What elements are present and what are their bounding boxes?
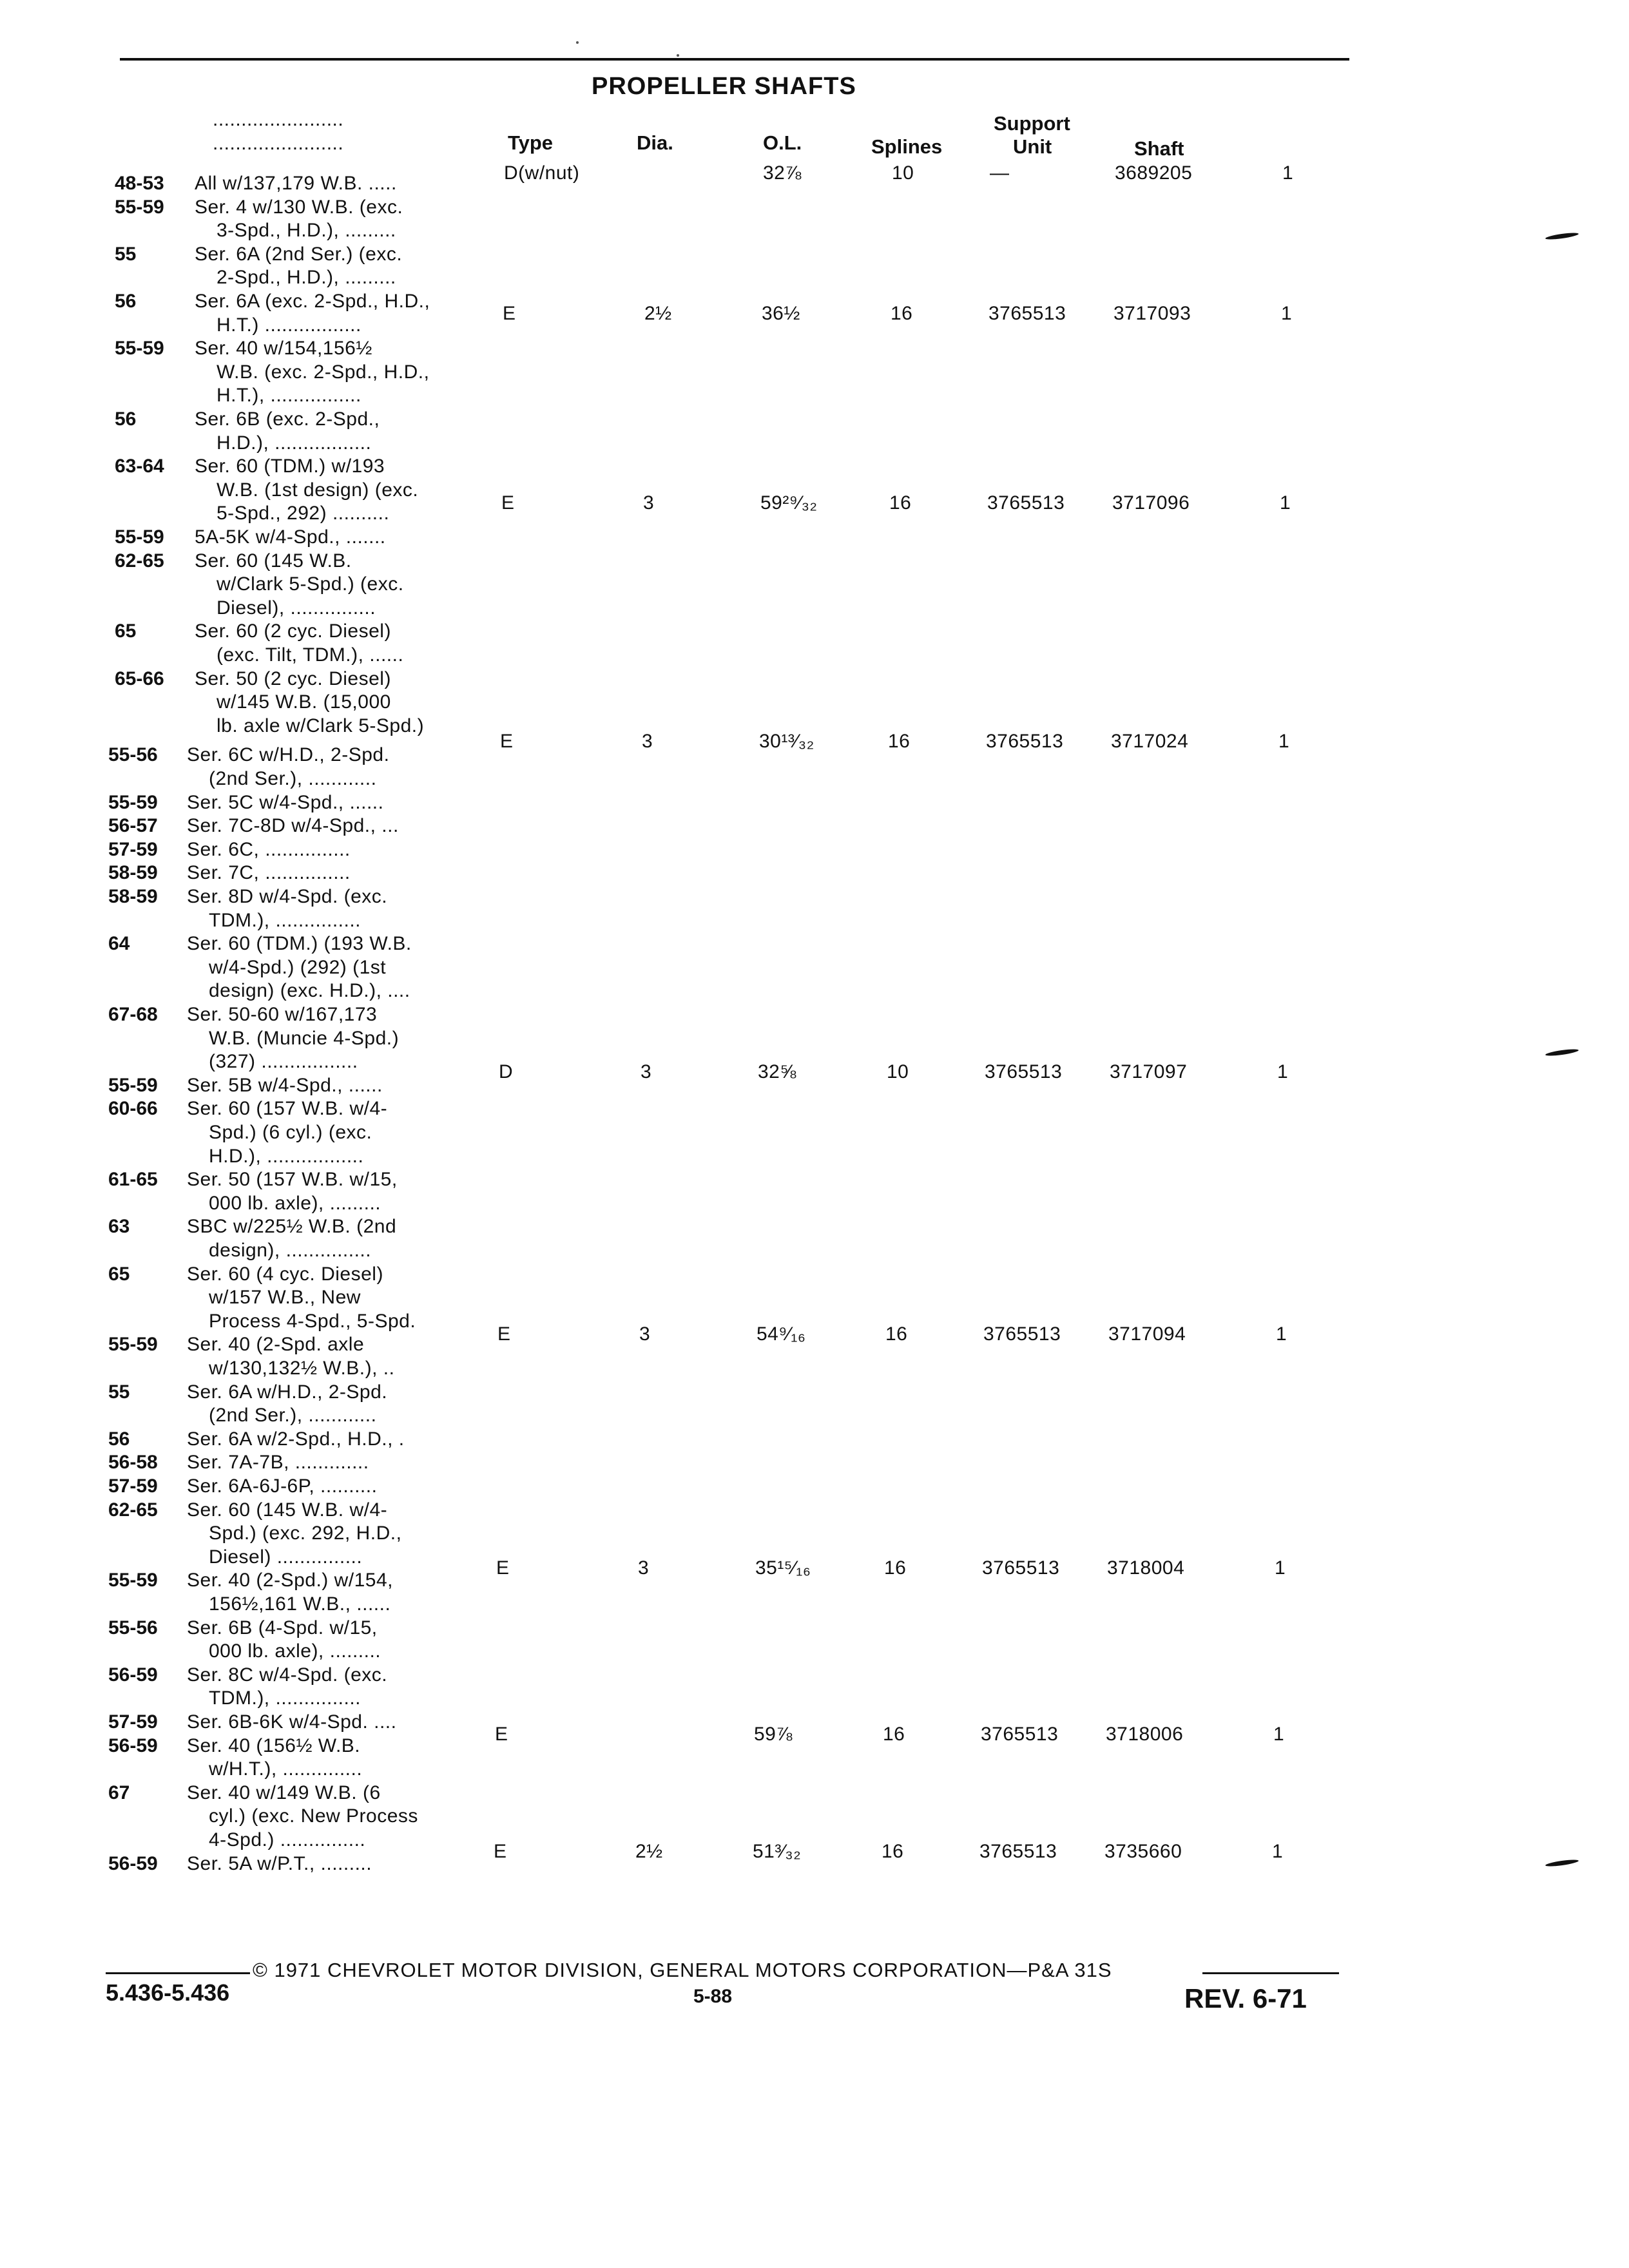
application-year-range: 55-59 (108, 1074, 158, 1096)
application-description-line: Ser. 50 (157 W.B. w/15, (187, 1169, 398, 1191)
support-unit-part-number: 3765513 (982, 1557, 1060, 1579)
shaft-type: E (496, 1557, 510, 1579)
shaft-part-number: 3718004 (1107, 1557, 1185, 1579)
application-description-line: Ser. 5A w/P.T., ......... (187, 1852, 372, 1874)
application-description-line: Ser. 6A-6J-6P, .......... (187, 1475, 378, 1497)
application-year-range: 55-59 (108, 1334, 158, 1356)
application-year-range: 58-59 (108, 862, 158, 884)
application-year-range: 56-59 (108, 1852, 158, 1874)
shaft-quantity: 1 (1277, 1061, 1289, 1082)
application-description-line: 000 lb. axle), ......... (209, 1192, 381, 1214)
column-header-type: Type (508, 131, 554, 154)
application-description-line: (exc. Tilt, TDM.), ...... (217, 644, 404, 666)
shaft-overall-length: 30¹³⁄₃₂ (759, 731, 815, 752)
application-year-range: 56-59 (108, 1735, 158, 1756)
application-description-line: Ser. 60 (2 cyc. Diesel) (195, 620, 391, 642)
application-description-line: Ser. 5C w/4-Spd., ...... (187, 791, 384, 813)
shaft-quantity: 1 (1276, 1323, 1287, 1345)
application-description-line: lb. axle w/Clark 5-Spd.) (217, 715, 425, 736)
support-unit-part-number: 3765513 (981, 1724, 1059, 1745)
shaft-quantity: 1 (1273, 1724, 1285, 1745)
application-description-line: 4-Spd.) ............... (209, 1829, 366, 1850)
application-year-range: 56-59 (108, 1664, 158, 1686)
shaft-diameter: 3 (642, 731, 653, 752)
application-year-range: 64 (108, 933, 130, 955)
application-description-line: Ser. 50 (2 cyc. Diesel) (195, 668, 391, 689)
application-description-line: Ser. 60 (157 W.B. w/4- (187, 1098, 388, 1120)
application-year-range: 63-64 (115, 456, 164, 477)
header-leader-dots: ....................... (213, 109, 344, 130)
application-year-range: 48-53 (115, 173, 164, 194)
application-description-line: Ser. 40 (2-Spd.) w/154, (187, 1570, 393, 1591)
shaft-type: E (494, 1841, 507, 1862)
application-year-range: 67 (108, 1782, 130, 1803)
application-year-range: 62-65 (108, 1499, 158, 1521)
application-description-line: cyl.) (exc. New Process (209, 1805, 418, 1827)
shaft-diameter: 2½ (635, 1841, 663, 1862)
page-title: PROPELLER SHAFTS (592, 73, 856, 100)
shaft-overall-length: 36½ (762, 303, 800, 324)
column-header-shaft: Shaft (1134, 137, 1184, 160)
shaft-diameter: 3 (639, 1323, 651, 1345)
application-description-line: (327) ................. (209, 1051, 358, 1073)
application-description-line: Ser. 40 w/149 W.B. (6 (187, 1782, 381, 1803)
shaft-splines: 16 (889, 492, 912, 514)
shaft-overall-length: 51³⁄₃₂ (753, 1841, 802, 1862)
application-description-line: Ser. 6A w/2-Spd., H.D., . (187, 1428, 405, 1450)
application-year-range: 56 (115, 408, 137, 430)
application-year-range: 60-66 (108, 1098, 158, 1120)
application-year-range: 55-59 (115, 526, 164, 548)
column-header-dia: Dia. (637, 131, 673, 154)
application-description-line: Ser. 6B-6K w/4-Spd. .... (187, 1711, 397, 1733)
application-description-line: Ser. 6C, ............... (187, 838, 351, 860)
application-year-range: 55-59 (115, 338, 164, 360)
column-header-support-unit: Unit (1013, 135, 1052, 158)
shaft-overall-length: 35¹⁵⁄₁₆ (755, 1557, 811, 1579)
shaft-overall-length: 32⅝ (758, 1061, 796, 1082)
application-description-line: TDM.), ............... (209, 909, 361, 931)
application-description-line: 156½,161 W.B., ...... (209, 1593, 391, 1615)
column-header-splines: Splines (871, 135, 943, 158)
application-description-line: H.T.), ................ (217, 385, 361, 407)
application-year-range: 61-65 (108, 1169, 158, 1191)
application-description-line: H.D.), ................. (209, 1145, 364, 1167)
footer-rule-left (106, 1972, 250, 1974)
shaft-splines: 16 (885, 1323, 908, 1345)
shaft-type: E (503, 303, 516, 324)
shaft-overall-length: 54⁹⁄₁₆ (757, 1323, 806, 1345)
shaft-type: E (501, 492, 515, 514)
application-description-line: All w/137,179 W.B. ..... (195, 173, 397, 194)
support-unit-part-number: 3765513 (985, 1061, 1063, 1082)
shaft-quantity: 1 (1275, 1557, 1286, 1579)
support-unit-part-number: 3765513 (979, 1841, 1057, 1862)
application-description-line: 5A-5K w/4-Spd., ....... (195, 526, 386, 548)
binder-hole-mark (1545, 231, 1579, 240)
shaft-quantity: 1 (1280, 492, 1291, 514)
shaft-diameter: 3 (641, 1061, 652, 1082)
shaft-splines: 10 (892, 162, 914, 184)
column-header-ol: O.L. (763, 131, 802, 154)
support-unit-part-number: 3765513 (987, 492, 1065, 514)
top-rule (120, 58, 1349, 61)
shaft-type: D (499, 1061, 514, 1082)
application-description-line: (2nd Ser.), ............ (209, 1405, 377, 1427)
application-description-line: w/130,132½ W.B.), .. (209, 1358, 395, 1379)
application-description-line: w/145 W.B. (15,000 (217, 691, 391, 713)
application-description-line: Ser. 8C w/4-Spd. (exc. (187, 1664, 388, 1686)
application-description-line: Ser. 7C-8D w/4-Spd., ... (187, 815, 399, 837)
application-description-line: W.B. (exc. 2-Spd., H.D., (217, 361, 430, 383)
application-year-range: 57-59 (108, 1711, 158, 1733)
support-unit-part-number: 3765513 (986, 731, 1064, 752)
application-description-line: W.B. (Muncie 4-Spd.) (209, 1027, 400, 1049)
application-description-line: Ser. 40 w/154,156½ (195, 338, 372, 360)
application-description-line: w/H.T.), .............. (209, 1758, 363, 1780)
shaft-quantity: 1 (1272, 1841, 1284, 1862)
application-description-line: 2-Spd., H.D.), ......... (217, 267, 396, 289)
shaft-part-number: 3717097 (1110, 1061, 1188, 1082)
shaft-overall-length: 59⅞ (754, 1724, 793, 1745)
application-description-line: w/157 W.B., New (209, 1287, 361, 1309)
application-year-range: 55-56 (108, 744, 158, 766)
application-year-range: 67-68 (108, 1004, 158, 1025)
application-description-line: Ser. 6A (2nd Ser.) (exc. (195, 243, 403, 265)
application-description-line: 3-Spd., H.D.), ......... (217, 220, 396, 242)
shaft-quantity: 1 (1282, 162, 1294, 184)
shaft-quantity: 1 (1278, 731, 1290, 752)
application-year-range: 56-57 (108, 815, 158, 837)
shaft-part-number: 3717096 (1112, 492, 1190, 514)
application-description-line: 5-Spd., 292) .......... (217, 503, 390, 524)
shaft-overall-length: 32⅞ (763, 162, 802, 184)
application-description-line: Process 4-Spd., 5-Spd. (209, 1310, 416, 1332)
application-description-line: 000 lb. axle), ......... (209, 1640, 381, 1662)
application-description-line: Ser. 7A-7B, ............. (187, 1452, 369, 1474)
application-description-line: TDM.), ............... (209, 1687, 361, 1709)
application-year-range: 65 (108, 1263, 130, 1285)
shaft-type: E (497, 1323, 511, 1345)
shaft-splines: 16 (883, 1724, 905, 1745)
application-description-line: Spd.) (6 cyl.) (exc. (209, 1122, 372, 1143)
shaft-splines: 16 (888, 731, 911, 752)
shaft-diameter: 2½ (644, 303, 672, 324)
application-description-line: Diesel) ............... (209, 1546, 363, 1568)
copyright-line: © 1971 CHEVROLET MOTOR DIVISION, GENERAL MOTORS CORPORATION—P&A 31S (253, 1959, 1112, 1981)
application-description-line: Ser. 40 (2-Spd. axle (187, 1334, 365, 1356)
application-description-line: Spd.) (exc. 292, H.D., (209, 1523, 402, 1544)
application-year-range: 57-59 (108, 838, 158, 860)
footer-rule-right (1202, 1972, 1339, 1974)
shaft-quantity: 1 (1281, 303, 1293, 324)
application-description-line: Ser. 60 (4 cyc. Diesel) (187, 1263, 383, 1285)
application-year-range: 55-56 (108, 1617, 158, 1639)
application-year-range: 55-59 (115, 196, 164, 218)
application-description-line: design) (exc. H.D.), .... (209, 980, 410, 1002)
application-description-line: Ser. 6B (4-Spd. w/15, (187, 1617, 378, 1639)
application-description-line: W.B. (1st design) (exc. (217, 479, 419, 501)
application-year-range: 56-58 (108, 1452, 158, 1474)
application-description-line: Ser. 8D w/4-Spd. (exc. (187, 886, 388, 907)
shaft-splines: 16 (891, 303, 913, 324)
shaft-diameter: 3 (638, 1557, 650, 1579)
application-year-range: 55 (108, 1381, 130, 1403)
binder-hole-mark (1545, 1048, 1579, 1057)
revision-label: REV. 6-71 (1184, 1983, 1307, 2013)
shaft-part-number: 3718006 (1106, 1724, 1184, 1745)
scan-speck (677, 54, 679, 57)
shaft-type: E (500, 731, 514, 752)
application-year-range: 55 (115, 243, 137, 265)
shaft-splines: 10 (887, 1061, 909, 1082)
shaft-part-number: 3689205 (1115, 162, 1193, 184)
shaft-type: D(w/nut) (504, 162, 580, 184)
application-year-range: 56 (108, 1428, 130, 1450)
shaft-part-number: 3717093 (1113, 303, 1191, 324)
application-description-line: w/Clark 5-Spd.) (exc. (217, 573, 404, 595)
application-description-line: Ser. 7C, ............... (187, 862, 351, 884)
column-header-support-unit: Support (994, 112, 1070, 135)
application-description-line: Ser. 60 (145 W.B. w/4- (187, 1499, 388, 1521)
application-description-line: Ser. 6A (exc. 2-Spd., H.D., (195, 291, 430, 312)
application-year-range: 62-65 (115, 550, 164, 572)
application-description-line: Ser. 5B w/4-Spd., ...... (187, 1074, 383, 1096)
support-unit-part-number: 3765513 (988, 303, 1066, 324)
shaft-diameter: 3 (643, 492, 655, 514)
application-description-line: Ser. 6A w/H.D., 2-Spd. (187, 1381, 388, 1403)
section-number: 5.436-5.436 (106, 1979, 230, 2006)
shaft-type: E (495, 1724, 508, 1745)
application-description-line: Ser. 50-60 w/167,173 (187, 1004, 378, 1025)
application-description-line: Ser. 4 w/130 W.B. (exc. (195, 196, 403, 218)
application-year-range: 63 (108, 1216, 130, 1238)
application-year-range: 57-59 (108, 1475, 158, 1497)
shaft-splines: 16 (884, 1557, 907, 1579)
page-number: 5-88 (693, 1986, 733, 2007)
scan-speck (576, 41, 579, 44)
application-description-line: SBC w/225½ W.B. (2nd (187, 1216, 397, 1238)
application-description-line: Ser. 60 (TDM.) w/193 (195, 456, 385, 477)
application-description-line: Diesel), ............... (217, 597, 376, 619)
application-description-line: Ser. 60 (145 W.B. (195, 550, 352, 572)
application-description-line: H.D.), ................. (217, 432, 372, 454)
application-year-range: 65 (115, 620, 137, 642)
application-description-line: Ser. 6C w/H.D., 2-Spd. (187, 744, 390, 766)
application-year-range: 56 (115, 291, 137, 312)
header-leader-dots: ....................... (213, 133, 344, 154)
support-unit-part-number: — (990, 162, 1010, 184)
application-description-line: (2nd Ser.), ............ (209, 768, 377, 789)
application-description-line: Ser. 60 (TDM.) (193 W.B. (187, 933, 412, 955)
application-description-line: H.T.) ................. (217, 314, 361, 336)
shaft-part-number: 3735660 (1104, 1841, 1182, 1862)
shaft-splines: 16 (882, 1841, 904, 1862)
support-unit-part-number: 3765513 (983, 1323, 1061, 1345)
shaft-overall-length: 59²⁹⁄₃₂ (760, 492, 818, 514)
application-description-line: Ser. 6B (exc. 2-Spd., (195, 408, 380, 430)
application-year-range: 65-66 (115, 668, 164, 689)
application-year-range: 55-59 (108, 791, 158, 813)
application-year-range: 55-59 (108, 1570, 158, 1591)
application-description-line: Ser. 40 (156½ W.B. (187, 1735, 361, 1756)
binder-hole-mark (1545, 1858, 1579, 1867)
application-description-line: design), ............... (209, 1240, 372, 1261)
shaft-part-number: 3717094 (1108, 1323, 1186, 1345)
application-description-line: w/4-Spd.) (292) (1st (209, 956, 387, 978)
shaft-part-number: 3717024 (1111, 731, 1189, 752)
application-year-range: 58-59 (108, 886, 158, 907)
